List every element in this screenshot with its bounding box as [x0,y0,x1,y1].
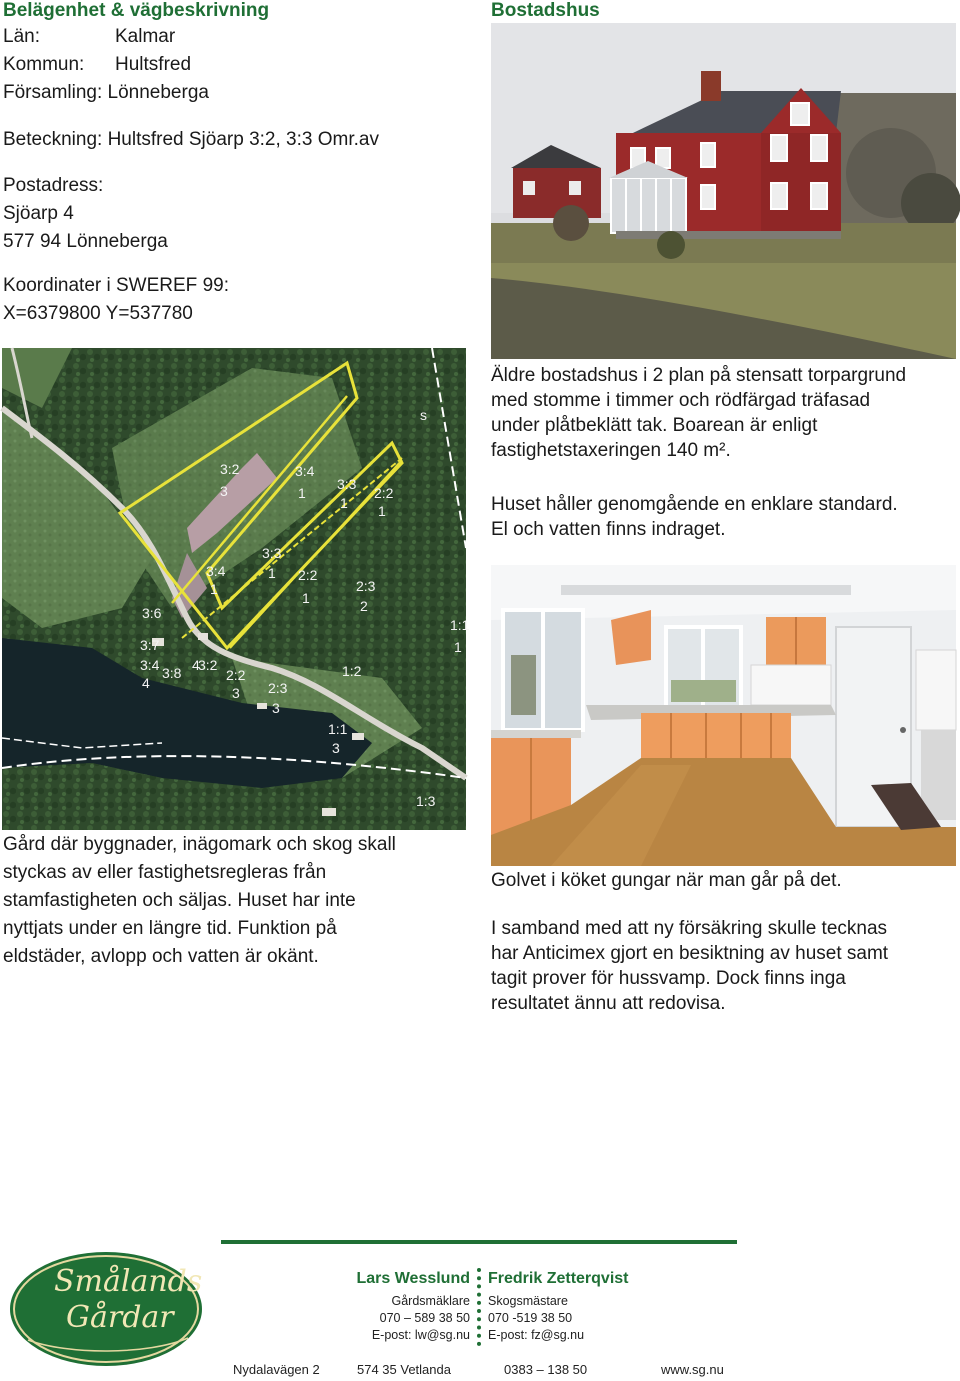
property-description-line: eldstäder, avlopp och vatten är okänt. [3,946,319,967]
forsamling-label: Församling: [3,82,103,103]
house-heading: Bostadshus [491,0,600,21]
map-plot-label: 1:1 [450,617,470,633]
map-plot-label: 3:7 [140,637,160,653]
beteckning: Beteckning: Hultsfred Sjöarp 3:2, 3:3 Omr.av [3,129,379,150]
inspection-line: tagit prover för hussvamp. Dock finns inga [491,968,846,989]
lan-label: Län: [3,26,40,47]
map-plot-label: 3:4 [140,657,160,673]
standard-line: Huset håller genomgående en enklare standard. [491,494,898,515]
map-plot-label: 1:1 [328,721,348,737]
standard-description [491,492,957,542]
address-line1: Sjöarp 4 [3,203,74,224]
map-plot-label: 3:6 [142,605,162,621]
agent2-block [488,1270,628,1288]
map-plot-label: 1 [378,503,386,519]
map-plot-label: 2:2 [298,567,318,583]
footer-separator [477,1268,481,1346]
location-details [3,23,463,107]
agent1-name: Lars Wesslund [356,1270,470,1287]
map-plot-label: 2:2 [226,667,246,683]
logo-line2: Gårdar [66,1300,174,1335]
property-description [3,831,473,971]
property-description-line: nyttjats under en längre tid. Funktion på [3,918,337,939]
kitchen-photo [491,565,956,866]
property-description-line: stamfastigheten och säljas. Huset har inte [3,890,356,911]
house-description-line: under plåtbeklätt tak. Boarean är enligt [491,415,818,436]
map-plot-label: 3:2 [220,461,240,477]
map-plot-label: 1 [210,581,218,597]
agent1-contact [360,1293,470,1344]
inspection-line: I samband med att ny försäkring skulle tecknas [491,918,888,939]
postadress-label: Postadress: [3,175,104,196]
footer-street: Nydalavägen 2 [233,1362,320,1377]
map-plot-label: 2 [360,598,368,614]
map-plot-label: 1 [302,590,310,606]
logo-line1: Smålands [54,1264,203,1299]
agent1-phone: 070 – 589 38 50 [379,1311,470,1325]
map-plot-label: 3 [232,685,240,701]
footer-web[interactable]: www.sg.nu [661,1362,724,1377]
koordinater-value: X=6379800 Y=537780 [3,303,193,324]
kommun-value: Hultsfred [115,54,192,75]
map-plot-label: 1 [454,639,462,655]
property-description-line: Gård där byggnader, inägomark och skog skall [3,834,396,855]
map-plot-label: 1 [298,485,306,501]
standard-line: El och vatten finns indraget. [491,519,726,540]
map-plot-label: 2:2 [374,485,394,501]
koordinater-block [3,272,229,328]
footer-rule [221,1240,737,1244]
smalands-gardar-logo [8,1250,204,1368]
agent2-title: Skogsmästare [488,1294,568,1308]
map-plot-label: 3:2 [198,657,218,673]
koordinater-label: Koordinater i SWEREF 99: [3,275,229,296]
map-plot-label: 4 [192,657,200,673]
lan-value: Kalmar [115,26,176,47]
agent1-title: Gårdsmäklare [391,1294,470,1308]
map-plot-label: 3:8 [162,665,182,681]
map-plot-label: 2:3 [356,578,376,594]
map-plot-label: 1:2 [342,663,362,679]
location-heading: Belägenhet & vägbeskrivning [3,0,270,21]
inspection-line: resultatet ännu att redovisa. [491,993,726,1014]
agent1-email[interactable]: E-post: lw@sg.nu [371,1328,470,1342]
map-plot-label: 1 [268,565,276,581]
map-plot-label: 3 [332,740,340,756]
house-description-line: Äldre bostadshus i 2 plan på stensatt torpargrund [491,365,907,386]
map-plot-label: 1:3 [416,793,436,809]
house-description-line: med stomme i timmer och rödfärgad träfasad [491,390,871,411]
inspection-note [491,916,957,1016]
house-description-line: fastighetstaxeringen 140 m². [491,440,731,461]
map-plot-label: 3:4 [295,463,315,479]
agent2-contact [488,1293,584,1344]
property-description-line: styckas av eller fastighetsregleras från [3,862,327,883]
agent1-block [342,1270,470,1288]
kitchen-note: Golvet i köket gungar när man går på det. [491,870,842,891]
footer-city: 574 35 Vetlanda [357,1362,451,1377]
kommun-label: Kommun: [3,54,85,75]
aerial-property-map [2,348,470,830]
house-description [491,363,957,463]
map-plot-label: 3:3 [337,476,357,492]
map-plot-label: 3:4 [206,563,226,579]
postadress-block [3,172,168,256]
map-plot-label: 3 [272,700,280,716]
map-plot-label: 4 [142,675,150,691]
map-plot-label: 1 [340,495,348,511]
agent2-phone: 070 -519 38 50 [488,1311,573,1325]
forsamling-value: Lönneberga [107,82,209,103]
map-plot-label: s [420,407,427,423]
address-line2: 577 94 Lönneberga [3,231,168,252]
house-photo [491,23,956,359]
map-plot-label: 2:3 [268,680,288,696]
agent2-email[interactable]: E-post: fz@sg.nu [488,1328,585,1342]
map-plot-label: 3 [220,483,228,499]
footer-phone: 0383 – 138 50 [504,1362,588,1377]
agent2-name: Fredrik Zetterqvist [488,1270,629,1287]
map-plot-label: 3:3 [262,545,282,561]
inspection-line: har Anticimex gjort en besiktning av huset samt [491,943,889,964]
